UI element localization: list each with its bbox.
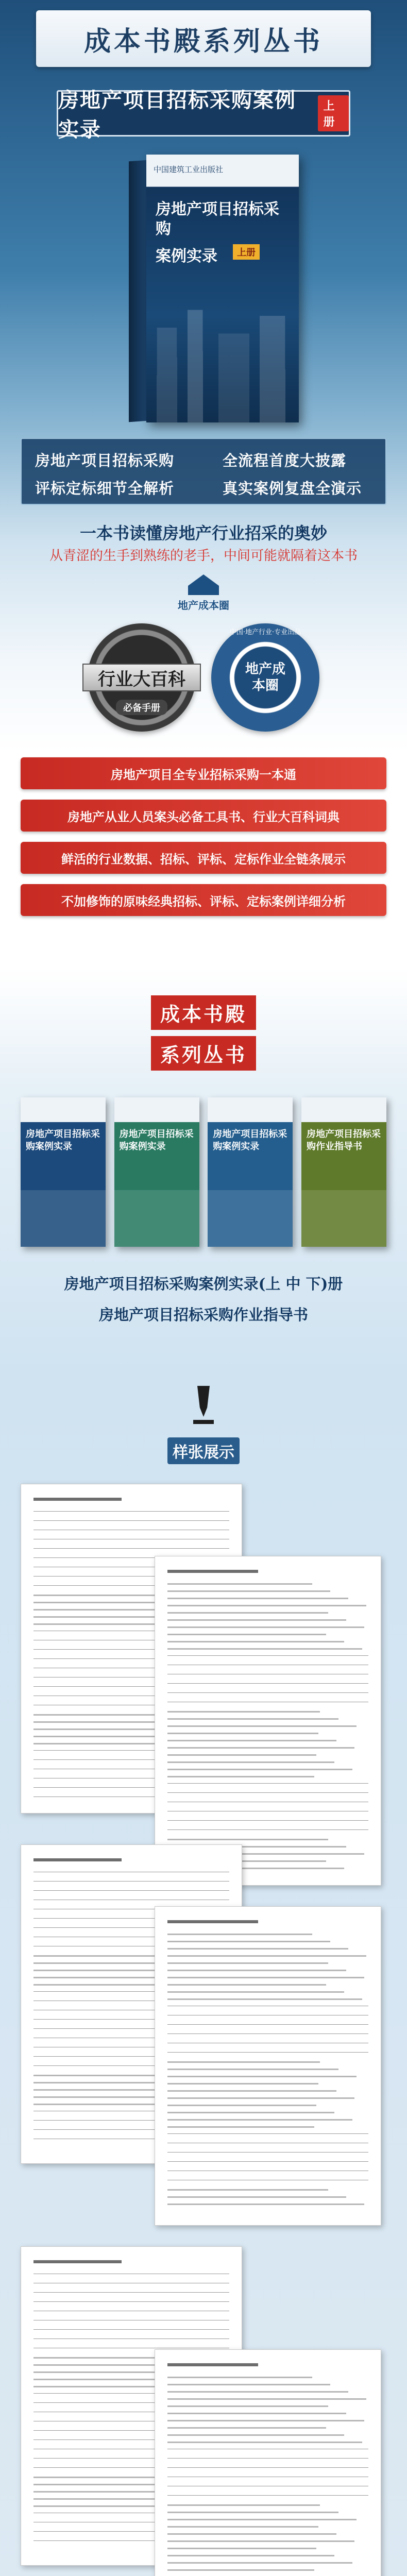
series-book (21, 1097, 106, 1247)
series-caption-2: 房地产项目招标采购作业指导书 (98, 1306, 308, 1324)
sample-text-line (167, 1619, 346, 1621)
brand-name: 地产成本圈 (178, 599, 229, 612)
sample-text-line (167, 2533, 336, 2535)
sample-heading-line (33, 1498, 122, 1501)
sample-text-line (167, 2555, 334, 2556)
series-book-title: 房地产项目招标采购案例实录 (213, 1129, 287, 1152)
sample-text-line (167, 2434, 344, 2436)
sample-text-line (167, 2119, 352, 2121)
sample-text-line (167, 2413, 346, 2414)
sample-table-row (167, 2152, 368, 2153)
sample-heading-line (167, 1920, 258, 1923)
sample-text-line (167, 1612, 328, 1614)
book-bottom-band (301, 1190, 386, 1247)
sample-table-row (167, 1655, 368, 1656)
series-book-title: 房地产项目招标采购案例实录 (119, 1129, 194, 1152)
book-bottom-band (208, 1190, 293, 1247)
pen-nib-icon (193, 1386, 214, 1432)
sample-table-row (33, 1520, 229, 1521)
sample-table-row (167, 1820, 368, 1821)
sample-text-line (167, 1725, 357, 1727)
sample-table-row (167, 2033, 368, 2034)
sample-text-line (167, 1839, 328, 1840)
book-cover-image (129, 155, 299, 422)
series-heading-line1: 成本书殿 (151, 995, 256, 1030)
badge-encyclopedia (88, 623, 196, 732)
sample-text-line (167, 2504, 320, 2506)
feature-item: 房地产项目招标采购 (35, 452, 175, 469)
series-book-title: 房地产项目招标采购案例实录 (26, 1129, 100, 1152)
sample-text-line (167, 2090, 336, 2092)
sample-text-line (167, 1970, 346, 1971)
sample-text-line (167, 1941, 330, 1942)
cover-title-line2: 案例实录 (156, 247, 217, 265)
sample-text-line (167, 2377, 312, 2378)
sample-text-line (167, 1948, 348, 1950)
book-title: 房地产项目招标采购案例实录 (58, 88, 296, 142)
sample-text-line (167, 2069, 338, 2070)
sample-text-line (167, 1634, 326, 1635)
feature-item: 全流程首度大披露 (223, 452, 347, 469)
sample-table-row (33, 2292, 229, 2293)
sample-text-line (167, 1962, 328, 1964)
sample-heading-line (33, 2260, 122, 2263)
sample-text-line (167, 2196, 346, 2198)
series-book (208, 1097, 293, 1247)
sample-page (155, 1906, 381, 2226)
sample-table-row (33, 2338, 229, 2339)
feature-item: 真实案例复盘全演示 (223, 480, 362, 497)
house-icon (188, 574, 219, 595)
hero-section (0, 0, 407, 752)
sample-page (155, 2349, 381, 2576)
book-top-band (301, 1097, 386, 1122)
sample-text-line (167, 1598, 348, 1599)
benefit-item: 房地产从业人员案头必备工具书、行业大百科词典 (21, 800, 386, 832)
sample-table-row (167, 1829, 368, 1830)
sample-text-line (167, 1626, 364, 1628)
sample-table-row (167, 2024, 368, 2025)
sample-text-line (167, 2112, 334, 2113)
sample-heading-line (33, 1858, 122, 1861)
sample-text-line (167, 2391, 348, 2393)
benefit-item: 房地产项目全专业招标采购一本通 (21, 757, 386, 789)
sample-table-row (33, 1548, 229, 1549)
book-top-band (208, 1097, 293, 1122)
series-section (0, 969, 407, 1370)
slogan-main: 一本书读懂房地产行业招采的奥妙 (79, 523, 327, 543)
book-bottom-band (114, 1190, 199, 1247)
sample-text-line (167, 1641, 344, 1642)
sample-text-line (167, 2540, 354, 2542)
sample-table-row (167, 2495, 368, 2496)
sample-text-line (167, 1754, 316, 1756)
sample-table-row (33, 1890, 229, 1891)
sample-table-row (167, 1692, 368, 1693)
sample-table-row (33, 1881, 229, 1882)
series-heading-line2: 系列丛书 (151, 1036, 256, 1071)
sample-text-line (167, 2420, 364, 2421)
sample-text-line (167, 2398, 366, 2400)
series-caption-1: 房地产项目招标采购案例实录(上 中 下)册 (64, 1275, 343, 1293)
sample-table-row (33, 2301, 229, 2302)
sample-text-line (167, 1977, 364, 1978)
benefit-item: 不加修饰的原味经典招标、评标、定标案例详细分析 (21, 884, 386, 916)
sample-text-line (167, 2569, 314, 2571)
sample-text-line (167, 2083, 318, 2084)
sample-table-row (167, 1783, 368, 1784)
cover-skyline (146, 304, 299, 422)
book-top-band (21, 1097, 106, 1122)
sample-heading-line (167, 2363, 258, 2366)
sample-text-line (167, 2519, 357, 2520)
sample-text-line (167, 2405, 328, 2407)
sample-text-line (167, 1711, 320, 1713)
pen-nib-shape (197, 1386, 210, 1417)
cover-publisher: 中国建筑工业出版社 (154, 165, 224, 174)
sample-text-line (167, 1740, 336, 1741)
sample-table-row (167, 1792, 368, 1793)
cover-volume: 上册 (233, 244, 260, 260)
pen-nib-base (193, 1420, 214, 1424)
book-spine (129, 160, 147, 422)
sample-text-line (167, 1991, 344, 1993)
brand-logo (178, 574, 229, 611)
badge-right-arc: 中国·地产行业·专业出品 (229, 629, 301, 636)
sample-text-line (167, 1769, 352, 1770)
sample-text-line (167, 2562, 352, 2564)
sample-text-line (167, 2427, 326, 2429)
sample-text-line (167, 2442, 362, 2443)
sample-text-line (167, 1605, 366, 1606)
benefit-list (21, 757, 386, 926)
sample-text-line (167, 1583, 312, 1585)
sample-text-line (167, 2076, 357, 2077)
volume-tag: 上册 (318, 95, 349, 131)
badge-brand-seal (211, 623, 319, 732)
sample-text-line (167, 2189, 328, 2191)
sample-text-line (167, 2105, 316, 2106)
sample-text-line (167, 1718, 338, 1720)
sample-table-row (167, 2467, 368, 2468)
sample-table-row (167, 2161, 368, 2162)
series-book-list (21, 1097, 386, 1252)
series-banner-title: 成本书殿系列丛书 (83, 25, 323, 57)
sample-text-line (167, 2097, 354, 2099)
sample-text-line (167, 2548, 316, 2549)
series-banner (36, 10, 371, 67)
sample-table-row (167, 2458, 368, 2459)
feature-item: 评标定标细节全解析 (35, 480, 175, 497)
book-title-plate (57, 88, 350, 142)
sample-heading-line (167, 1570, 258, 1573)
sample-text-line (167, 1648, 362, 1650)
badge-left-tagline: 必备手册 (116, 700, 167, 715)
series-book (114, 1097, 199, 1247)
sample-text-line (167, 1733, 318, 1734)
sample-section-label: 样张展示 (167, 1437, 240, 1464)
book-cover (146, 155, 299, 422)
benefit-item: 鲜活的行业数据、招标、评标、定标作业全链条展示 (21, 842, 386, 874)
feature-box (21, 438, 386, 505)
badge-right-title: 地产成本圈 (245, 662, 285, 693)
series-heading (139, 984, 268, 1082)
sample-table-row (33, 1511, 229, 1512)
sample-text-line (167, 1984, 326, 1986)
sample-text-line (167, 2512, 338, 2513)
book-top-band (114, 1097, 199, 1122)
sample-text-line (167, 2204, 364, 2205)
sample-text-line (167, 2384, 330, 2385)
sample-text-line (167, 1761, 334, 1763)
sample-text-line (167, 1955, 366, 1957)
book-bottom-band (21, 1190, 106, 1247)
cover-title-line1: 房地产项目招标采购 (156, 200, 279, 238)
sample-table-row (167, 1683, 368, 1684)
sample-text-line (167, 1776, 314, 1777)
sample-text-line (167, 1934, 312, 1935)
sample-text-line (167, 1998, 362, 2000)
sample-table-row (167, 2052, 368, 2053)
sample-text-line (167, 1747, 354, 1749)
series-book-title: 房地产项目招标采购作业指导书 (306, 1129, 381, 1152)
sample-text-line (167, 2526, 318, 2528)
sample-section (0, 1370, 407, 2576)
sample-table-row (33, 2329, 229, 2330)
slogan-sub: 从青涩的生手到熟练的老手，中间可能就隔着这本书 (49, 548, 358, 564)
sample-text-line (167, 2061, 320, 2063)
series-book (301, 1097, 386, 1247)
sample-text-line (167, 2126, 314, 2128)
sample-page (155, 1556, 381, 1886)
sample-table-row (167, 2133, 368, 2134)
sample-text-line (167, 1590, 330, 1592)
badge-left-title: 行业大百科 (82, 664, 201, 691)
